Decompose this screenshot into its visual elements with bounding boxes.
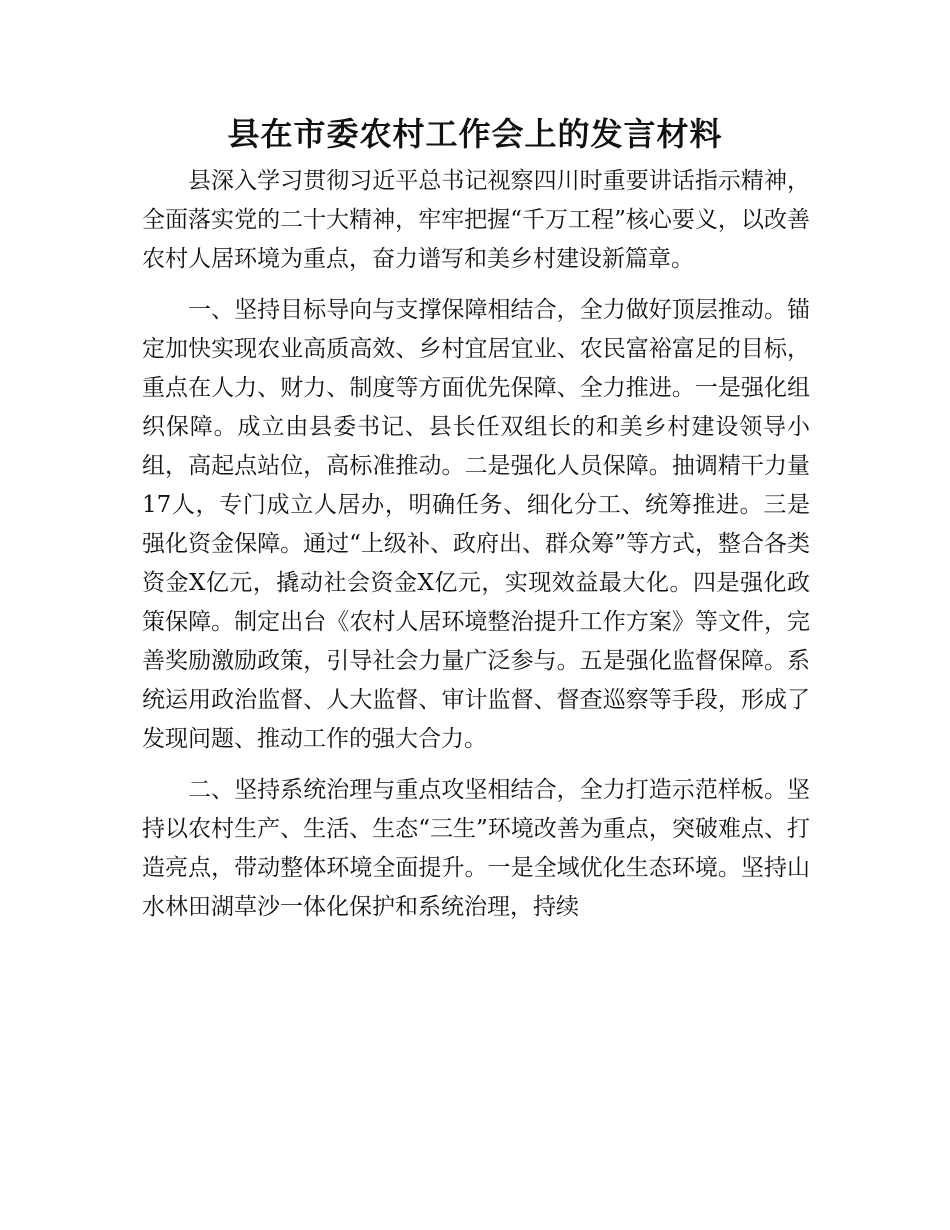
document-body [142,162,810,939]
intro-paragraph: 县深入学习贯彻习近平总书记视察四川时重要讲话指示精神，全面落实党的二十大精神，牢牢把握“千万工程”核心要义，以改善农村人居环境为重点，奋力谱写和美乡村建设新篇章。 [142,168,810,272]
section-two-paragraph: 二、坚持系统治理与重点攻坚相结合，全力打造示范样板。坚持以农村生产、生活、生态“三生”环境改善为重点，突破难点、打造亮点，带动整体环境全面提升。一是全域优化生态环境。坚持山水林田湖草沙一体化保护和系统治理，持续 [142,777,810,920]
document-title: 县在市委农村工作会上的发言材料 [227,115,723,153]
section-one-paragraph: 一、坚持目标导向与支撑保障相结合，全力做好顶层推动。锚定加快实现农业高质高效、乡村宜居宜业、农民富裕富足的目标，重点在人力、财力、制度等方面优先保障、全力推进。一是强化组织保障。成立由县委书记、县长任双组长的和美乡村建设领导小组，高起点站位，高标准推动。二是强化人员保障。抽调精干力量17人，专门成立人居办，明确任务、细化分工、统筹推进。三是强化资金保障。通过“上级补、政府出、群众筹”等方式，整合各类资金X亿元，撬动社会资金X亿元，实现效益最大化。四是强化政策保障。制定出台《农村人居环境整治提升工作方案》等文件，完善奖励激励政策，引导社会力量广泛参与。五是强化监督保障。系统运用政治监督、人大监督、审计监督、督查巡察等手段，形成了发现问题、推动工作的强大合力。 [142,297,810,752]
